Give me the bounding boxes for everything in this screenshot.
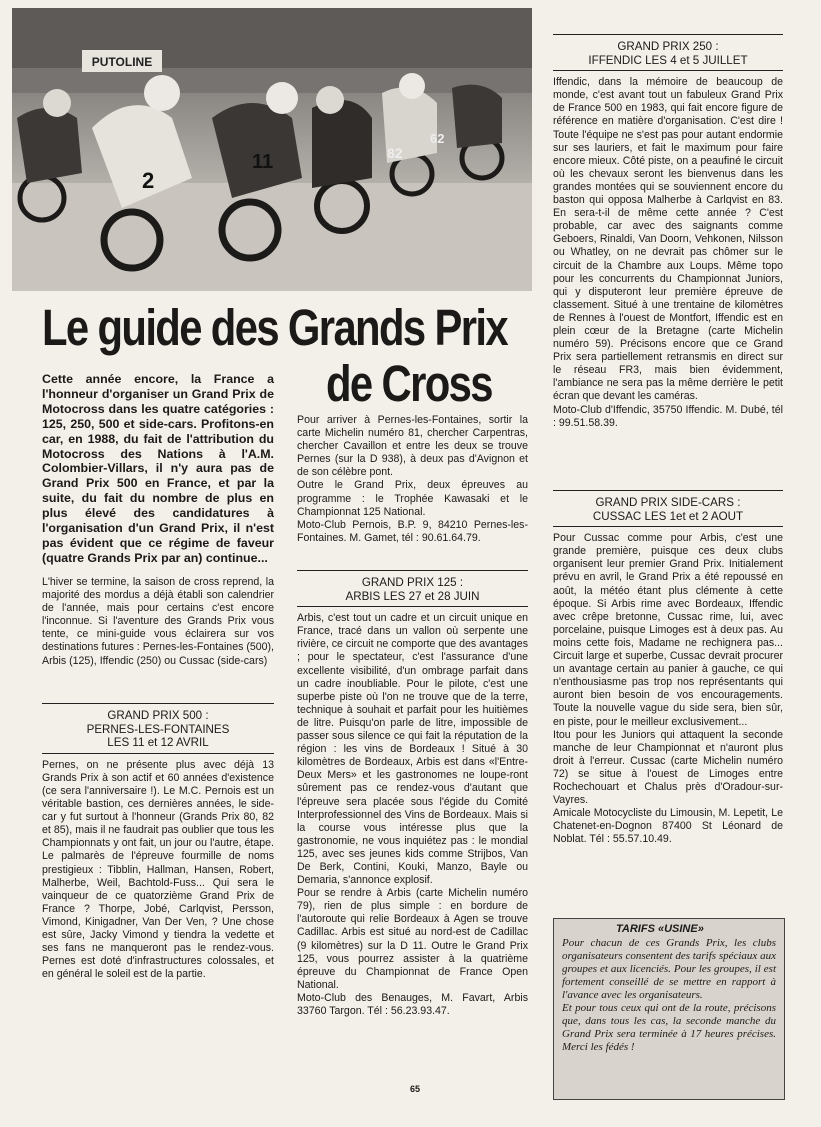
gpsidecars-body: Pour Cussac comme pour Arbis, c'est une grande première, puisque ces deux clubs organisent leur premier Grand Prix. Initialement prévu en avril, le Grand Prix a été repoussé en août, la météo étant plus clémente à cette époque. Si Arbis rime avec Bordeaux, Iffendic avec crêpe bretonne, Cussac rime, lui, avec porcelaine, puisque Limoges est à deux pas. Au moins cette fois, Madame ne rechignera pas... Circuit large et superbe, Cussac devrait procurer un avantage certain au panier à gauche, ce qui n'enthousiasme pas trop nos représentants qui auront bien besoin de vos encouragements. Toute la nouvelle vague du side sera, bien sûr, en piste, pour le meilleur exclusivement... Itou pour les Juniors qui attaquent la seconde manche de leur Championnat et n'auront plus droit à l'erreur. Cussac (carte Michelin numéro 72) se situe à l'ouest de Limoges entre Rochechouart et Chalus près d'Oradour-sur-Vayres. Amicale Motocycliste du Limousin, M. Lepetit, Le Chatenet-en-Dognon 87400 St Léonard de Noblat. Tél : 55.57.10.49. [553, 532, 783, 846]
lead-paragraph: Cette année encore, la France a l'honneur d'organiser un Grand Prix de Motocross dans les quatre catégories : 125, 250, 500 et side-cars. Profitons-en car, en 1988, du fait de l'attribution du Motocross des Nations à l'A.M. Colombier-Villars, il n'y aura pas de Grand Prix 500 en France, et par la suite, du fait du nombre de plus en plus élevé des candidatures à l'organisation d'un Grand Prix, il n'est pas évident que ce régime de faveur (quatre Grands Prix par an) continue... [42, 372, 274, 565]
plate-number: 62 [430, 131, 445, 146]
plate-number: 2 [142, 168, 155, 193]
motocross-riders-illustration [12, 8, 532, 291]
article-title-line1: Le guide des Grands Prix [42, 299, 507, 356]
gp250-body: Iffendic, dans la mémoire de beaucoup de monde, c'est avant tout un fabuleux Grand Prix de France 500 en 1983, qui fait encore figure de référence en matière d'organisation. C'est dire ! Toute l'équipe ne s'est pas pour autant endormie sur ses lauriers, et fait le maximum pour faire encore mieux. Côté piste, on a peaufiné le circuit où les chevaux seront les bienvenus dans les grandes montées qui se souviennent encore du baston qui opposa Malherbe à Carlqvist en 83. En sera-t-il de même cette année ? C'est probable, car avec des saignants comme Geboers, Rinaldi, Van Doorn, Vehkonen, Nilsson ou Whatley, on ne devrait pas chômer sur le circuit de la Chambre aux Loups. Même topo pour les concurrents du Championnat Juniors, qui y disputeront leur première épreuve de classement. Situé à une trentaine de kilomètres de Rennes à l'ouest de Montfort, Iffendic est en plein cœur de la Bretagne (carte Michelin numéro 59). Précisons encore que ce Grand Prix sera partiellement retransmis en direct sur le réseau FR3, mais bien évidemment, l'ambiance ne sera pas la même derrière le petit écran que devant les caméras. Moto-Club d'Iffendic, 35750 Iffendic. M. Dubé, tél : 99.51.58.39. [553, 76, 783, 429]
tarifs-box [553, 918, 785, 1100]
tarifs-title: TARIFS «USINE» [616, 923, 704, 935]
gp250-section [553, 34, 783, 430]
gp500-heading-line1: GRAND PRIX 500 : [107, 709, 209, 722]
gpsidecars-heading-line2: CUSSAC LES 1et et 2 AOUT [592, 509, 744, 523]
gp500-access-paragraph: Pour arriver à Pernes-les-Fontaines, sortir la carte Michelin numéro 81, chercher Carpentras, chercher Cavaillon et entre les deux se trouve Pernes (sur la D 938), à deux pas d'Avignon et de son célèbre pont. Outre le Grand Prix, deux épreuves au programme : le Trophée Kawasaki et le Championnat 125 National. Moto-Club Pernois, B.P. 9, 84210 Pernes-les-Fontaines. M. Gamet, tél : 90.61.64.79. [297, 414, 528, 544]
motocross-photo [12, 8, 532, 291]
gp500-section [42, 703, 274, 981]
gp500-heading-line2: PERNES-LES-FONTAINES [86, 722, 230, 736]
article-title-line2: de Cross [326, 355, 492, 412]
tarifs-body: Pour chacun de ces Grands Prix, les clubs organisateurs consentent des tarifs spéciaux aux groupes et aux licenciés. Pour les groupes, il est fortement conseillé de se mettre en rapport à l'avance avec les organisateurs. Et pour tous ceux qui ont de la route, précisons que, dans tous les cas, la seconde manche du Grand Prix sera terminée à 17 heures précises. Merci les fédés ! [562, 937, 776, 1053]
gp125-heading-line1: GRAND PRIX 125 : [361, 576, 464, 589]
plate-number: 82 [387, 145, 403, 161]
gp125-section [297, 570, 528, 1018]
gp250-heading [553, 34, 783, 71]
gp500-heading-line3: LES 11 et 12 AVRIL [107, 736, 209, 750]
page-number: 65 [409, 1084, 420, 1094]
gpsidecars-heading-line1: GRAND PRIX SIDE-CARS : [595, 496, 741, 509]
gp125-heading-line2: ARBIS LES 27 et 28 JUIN [345, 589, 480, 603]
intro-paragraph: L'hiver se termine, la saison de cross reprend, la majorité des mordus a déjà établi son calendrier de l'année, mais pour certains c'est encore l'inconnue. Si l'aventure des Grands Prix vous tente, ce mini-guide vous éclairera sur vos destinations futures : Pernes-les-Fontaines (500), Arbis (125), Iffendic (250) ou Cussac (side-cars) [42, 576, 275, 667]
plate-number: 11 [252, 151, 274, 173]
gpsidecars-heading [553, 490, 783, 527]
gp125-heading [297, 570, 528, 607]
gp500-heading [42, 703, 274, 754]
gp125-body: Arbis, c'est tout un cadre et un circuit unique en France, tracé dans un vallon où serpente une rivière, ce circuit ne comporte que des avantages ; pour le spectateur, c'est l'assurance d'une excellente visibilité, d'un ombrage parfait dans un cadre inoubliable. Pour le pilote, c'est une superbe piste où l'on ne trouve que de la terre, technique à souhait et parfait pour les huitièmes de litre. Puisqu'on parle de litre, impossible de passer sous silence ce qui fait la réputation de la région : les vins de Bordeaux ! Situé à 30 kilomètres de Bordeaux, Arbis est dans «l'Entre-Deux Mers» et les gastronomes ne loupe-ront sûrement pas ce rendez-vous d'autant que l'épreuve sera placée sous l'égide du Comité Interprofessionnel des Vins de Bordeaux. Mais si la course vous intéresse plus que la gastronomie, ne vous inquiétez pas : le mondial 125, avec ses jeunes kids comme Strijbos, Van De Berk, Contini, Kouki, Manzo, Bayle ou Demaria, s'annonce explosif. Pour se rendre à Arbis (carte Michelin numéro 79), rien de plus simple : en bordure de l'autoroute qui relie Bordeaux à Agen se trouve Cadillac. Arbis est situé au nord-est de Cadillac (9 kilomètres) sur la D 11. Outre le Grand Prix 125, vous pourrez assister à la quatrième épreuve du Championnat de France Open National. Moto-Club des Benauges, M. Favart, Arbis 33760 Targon. Tél : 56.23.93.47. [297, 612, 528, 1017]
gp250-heading-line2: IFFENDIC LES 4 et 5 JUILLET [588, 53, 748, 67]
gp500-body: Pernes, on ne présente plus avec déjà 13 Grands Prix à son actif et 60 années d'existence (ce sera l'anniversaire !). Le M.C. Pernois est un véritable bastion, ces dernières années, le side-car y fut surtout à l'honneur (Grands Prix 80, 82 et 85), mais il ne faudrait pas oublier que tous les Championnats y ont fait, un jour ou l'autre, étape. Le palmarès de l'épreuve fourmille de noms prestigieux : Tibblin, Hallman, Hansen, Robert, Malherbe, Weil, Bachtold-Fuss... Qui sera le vainqueur de ce quatorzième Grand Prix de France ? Thorpe, Jobé, Carlqvist, Persson, Vimond, Kinigadner, Van Der Ven, ? Une chose est sûre, Jacky Vimond y tiendra la vedette et ses fans ne manqueront pas le rendez-vous. Pernes est doté d'infrastructures colossales, et en général le soleil est de la partie. [42, 758, 274, 981]
banner-text: PUTOLINE [91, 55, 153, 69]
gpsidecars-section [553, 490, 783, 846]
gp250-heading-line1: GRAND PRIX 250 : [617, 40, 719, 53]
